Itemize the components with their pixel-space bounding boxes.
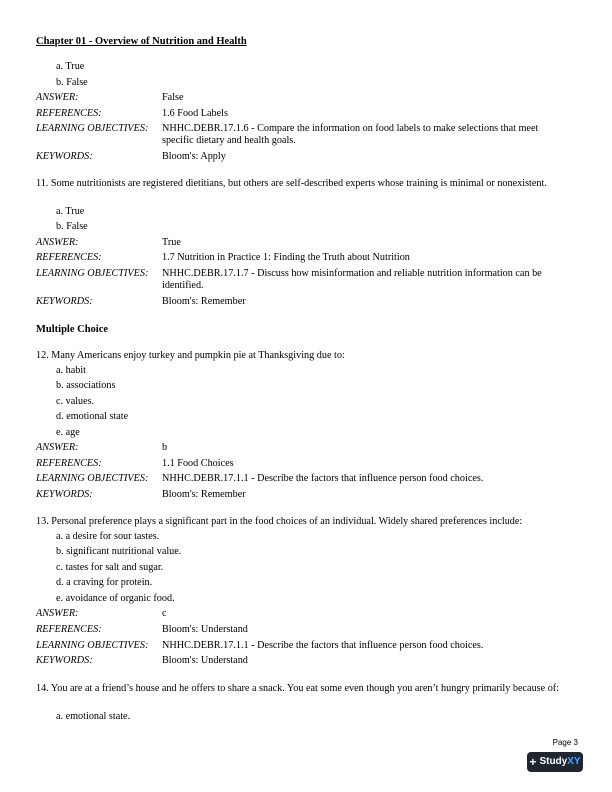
q12-answer: b <box>162 442 168 453</box>
q13-option-e: e. avoidance of organic food. <box>56 593 175 604</box>
q13-answer: c <box>162 608 167 619</box>
q12-option-a: a. habit <box>56 365 86 376</box>
q11-references: 1.7 Nutrition in Practice 1: Finding the Truth about Nutrition <box>162 252 410 263</box>
q12-references: 1.1 Food Choices <box>162 458 234 469</box>
answer-label: ANSWER: <box>36 442 79 453</box>
learning-objectives-label: LEARNING OBJECTIVES: <box>36 473 149 484</box>
q10-keywords: Bloom's: Apply <box>162 151 226 162</box>
q10-learning-objectives: NHHC.DEBR.17.1.6 - Compare the information on food labels to make selections that meet specific dietary and health goals. <box>162 123 539 147</box>
keywords-label: KEYWORDS: <box>36 655 93 666</box>
q11-learning-objectives: NHHC.DEBR.17.1.7 - Discuss how misinformation and reliable nutrition information can be identified. <box>162 268 542 292</box>
q12-question: 12. Many Americans enjoy turkey and pumpkin pie at Thanksgiving due to: <box>36 350 345 361</box>
q11-answer: True <box>162 237 181 248</box>
answer-label: ANSWER: <box>36 92 79 103</box>
learning-objectives-label: LEARNING OBJECTIVES: <box>36 640 149 651</box>
q11-option-a: a. True <box>56 206 85 217</box>
q12-option-e: e. age <box>56 427 80 438</box>
brand-name: StudyXY <box>539 756 581 767</box>
references-label: REFERENCES: <box>36 252 102 263</box>
q11-question: 11. Some nutritionists are registered dietitians, but others are self-described experts whose training is minimal or nonexistent. <box>36 178 547 189</box>
q11-keywords: Bloom's: Remember <box>162 296 246 307</box>
q13-keywords: Bloom's: Understand <box>162 655 248 666</box>
keywords-label: KEYWORDS: <box>36 151 93 162</box>
q12-option-d: d. emotional state <box>56 411 129 422</box>
q10-references: 1.6 Food Labels <box>162 108 228 119</box>
section-heading: Multiple Choice <box>36 324 109 335</box>
q10-answer: False <box>162 92 184 103</box>
q10-option-b: b. False <box>56 77 88 88</box>
references-label: REFERENCES: <box>36 624 102 635</box>
plus-icon: + <box>529 755 537 769</box>
q13-option-a: a. a desire for sour tastes. <box>56 531 160 542</box>
chapter-title: Chapter 01 - Overview of Nutrition and Health <box>36 36 247 47</box>
q14-option-a: a. emotional state. <box>56 711 131 722</box>
answer-label: ANSWER: <box>36 237 79 248</box>
brand-logo <box>527 752 583 772</box>
q13-question: 13. Personal preference plays a significant part in the food choices of an individual. Widely shared preferences include: <box>36 516 523 527</box>
q11-option-b: b. False <box>56 221 88 232</box>
answer-label: ANSWER: <box>36 608 79 619</box>
q13-option-d: d. a craving for protein. <box>56 577 153 588</box>
page-number: Page 3 <box>552 738 578 747</box>
q14-question: 14. You are at a friend’s house and he offers to share a snack. You eat some even though you aren’t hungry primarily because of: <box>36 683 560 694</box>
q13-option-b: b. significant nutritional value. <box>56 546 182 557</box>
q13-learning-objectives: NHHC.DEBR.17.1.1 - Describe the factors that influence person food choices. <box>162 640 484 651</box>
q12-option-b: b. associations <box>56 380 116 391</box>
keywords-label: KEYWORDS: <box>36 296 93 307</box>
learning-objectives-label: LEARNING OBJECTIVES: <box>36 123 149 134</box>
keywords-label: KEYWORDS: <box>36 489 93 500</box>
q13-references: Bloom's: Understand <box>162 624 248 635</box>
q10-option-a: a. True <box>56 61 85 72</box>
q12-option-c: c. values. <box>56 396 95 407</box>
references-label: REFERENCES: <box>36 108 102 119</box>
q12-keywords: Bloom's: Remember <box>162 489 246 500</box>
q13-option-c: c. tastes for salt and sugar. <box>56 562 164 573</box>
q12-learning-objectives: NHHC.DEBR.17.1.1 - Describe the factors that influence person food choices. <box>162 473 484 484</box>
references-label: REFERENCES: <box>36 458 102 469</box>
learning-objectives-label: LEARNING OBJECTIVES: <box>36 268 149 279</box>
